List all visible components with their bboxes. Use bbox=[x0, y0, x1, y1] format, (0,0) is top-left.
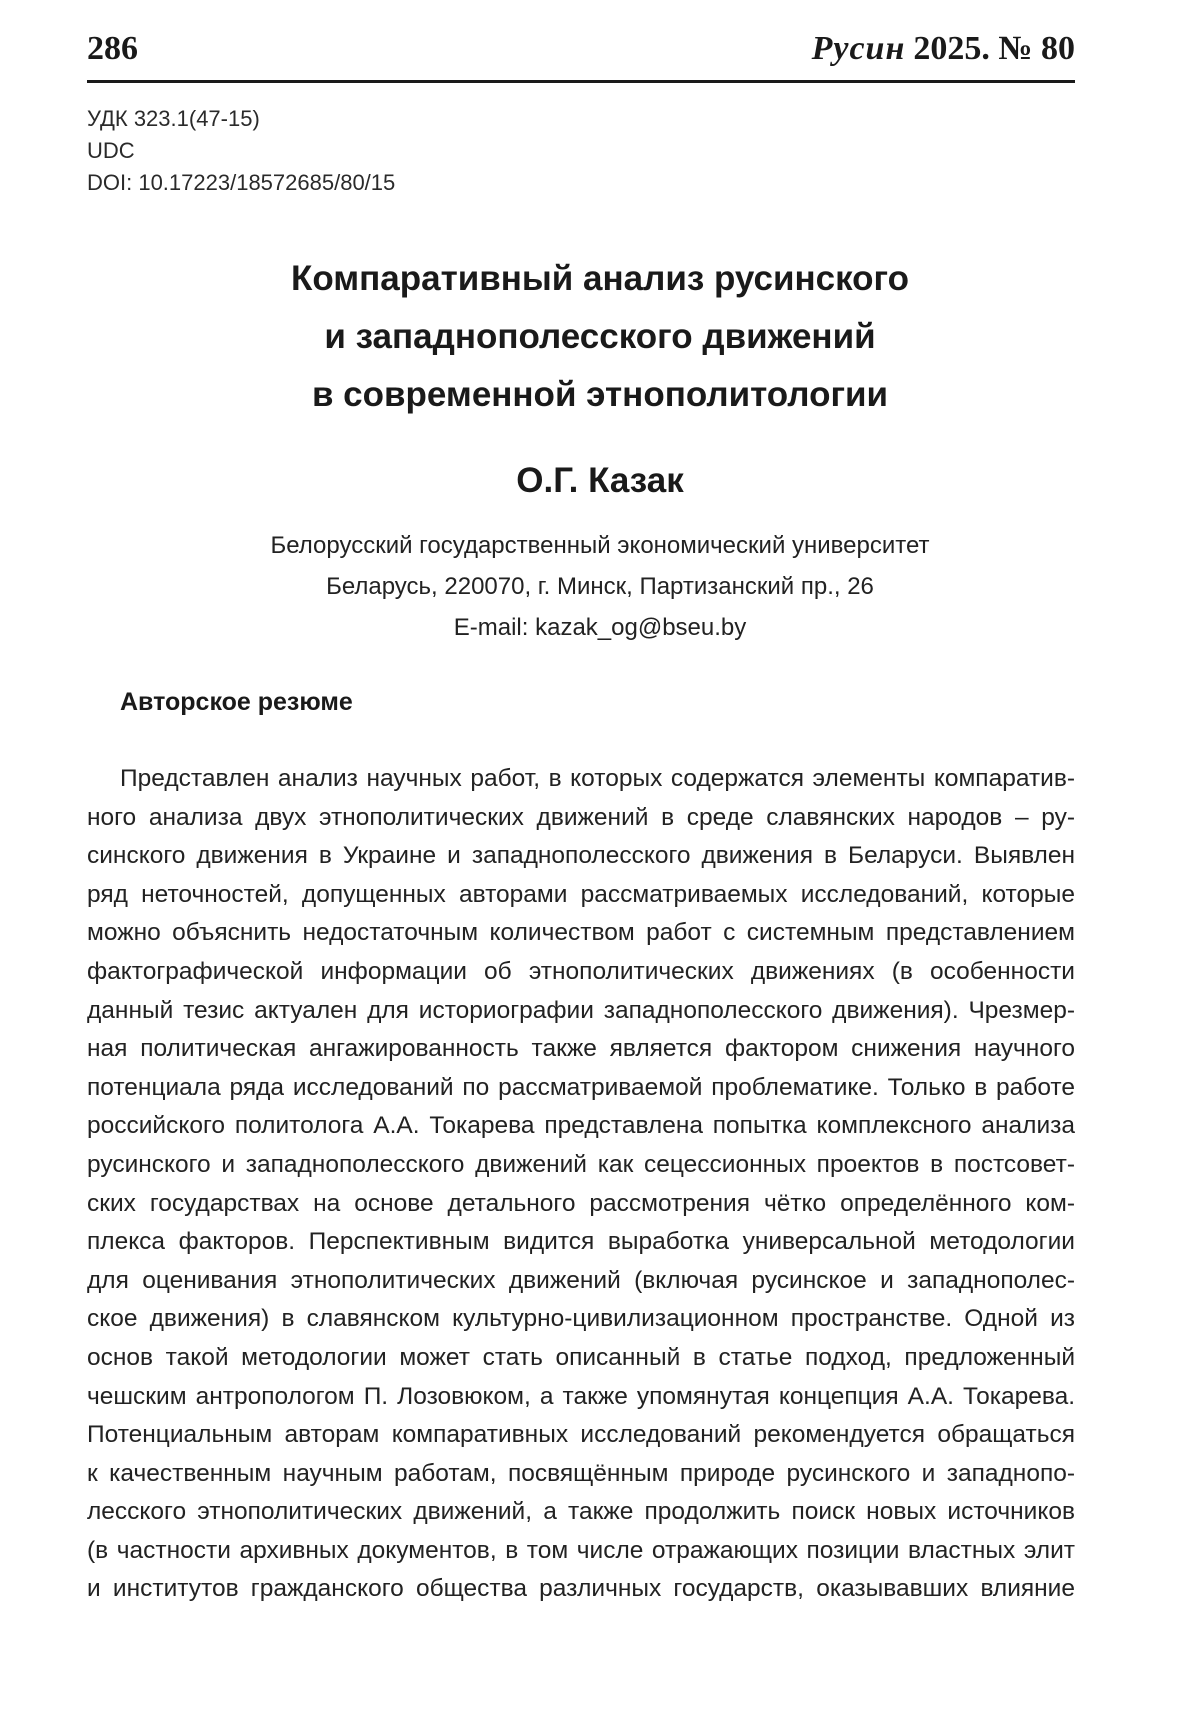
abstract-line: лесского этнополитических движений, а также продолжить поиск новых источников bbox=[87, 1498, 1075, 1526]
abstract-line: ного анализа двух этнополитических движений в среде славянских народов – ру- bbox=[87, 803, 1075, 831]
abstract-line: фактографической информации об этнополитических движениях (в особенности bbox=[87, 957, 1075, 985]
abstract-heading: Авторское резюме bbox=[120, 688, 353, 716]
abstract-line: чешским антропологом П. Лозовюком, а также упомянутая концепция А.А. Токарева. bbox=[87, 1382, 1075, 1410]
journal-issue: 2025. № 80 bbox=[913, 30, 1075, 67]
udk-code: УДК 323.1(47-15) bbox=[87, 106, 260, 131]
address: Беларусь, 220070, г. Минск, Партизанский пр., 26 bbox=[326, 573, 874, 600]
abstract-line: потенциала ряда исследований по рассматриваемой проблематике. Только в работе bbox=[87, 1073, 1075, 1101]
journal-title bbox=[812, 30, 1075, 68]
email: E-mail: kazak_og@bseu.by bbox=[453, 614, 747, 641]
abstract-line: Представлен анализ научных работ, в которых содержатся элементы компаратив- bbox=[120, 765, 1075, 792]
udc-code: UDC bbox=[87, 138, 135, 163]
title-line: и западнополесского движений bbox=[324, 317, 876, 356]
abstract-line: ряд неточностей, допущенных авторами рассматриваемых исследований, которые bbox=[87, 880, 1075, 908]
journal-name: Русин bbox=[811, 30, 906, 67]
abstract-line: ское движения) в славянском культурно-цивилизационном пространстве. Одной из bbox=[87, 1305, 1075, 1333]
abstract-line: ских государствах на основе детального рассмотрения чётко определённого ком- bbox=[87, 1189, 1075, 1217]
abstract-line: ная политическая ангажированность также является фактором снижения научного bbox=[87, 1035, 1075, 1063]
abstract-line: и институтов гражданского общества различных государств, оказывавших влияние bbox=[87, 1575, 1075, 1603]
abstract-line: русинского и западнополесского движений как сецессионных проектов в постсовет- bbox=[87, 1150, 1075, 1178]
title-line: в современной этнополитологии bbox=[311, 375, 889, 414]
abstract-line: для оценивания этнополитических движений (включая русинское и западнополес- bbox=[87, 1266, 1075, 1294]
abstract-line: к качественным научным работам, посвящённым природе русинского и западнопо- bbox=[87, 1459, 1075, 1487]
abstract-line: российского политолога А.А. Токарева представлена попытка комплексного анализа bbox=[87, 1112, 1075, 1140]
doi: DOI: 10.17223/18572685/80/15 bbox=[87, 170, 396, 195]
abstract-line: синского движения в Украине и западнополесского движения в Беларуси. Выявлен bbox=[87, 842, 1075, 870]
abstract-line: можно объяснить недостаточным количеством работ с системным представлением bbox=[87, 919, 1075, 947]
abstract-line: (в частности архивных документов, в том числе отражающих позиции властных элит bbox=[87, 1536, 1075, 1564]
abstract-line: данный тезис актуален для историографии западнополесского движения). Чрезмер- bbox=[87, 996, 1075, 1024]
institution: Белорусский государственный экономический университет bbox=[270, 532, 930, 559]
abstract-line: основ такой методологии может стать описанный в статье подход, предложенный bbox=[87, 1343, 1075, 1371]
article-title bbox=[120, 250, 1080, 424]
title-line: Компаративный анализ русинского bbox=[290, 259, 910, 298]
author-affiliation bbox=[0, 525, 1200, 648]
article-meta bbox=[87, 103, 395, 199]
abstract-line: плекса факторов. Перспективным видится выработка универсальной методологии bbox=[87, 1228, 1075, 1256]
running-header bbox=[87, 28, 1075, 83]
abstract-text bbox=[87, 760, 1075, 1609]
author-name: О.Г. Казак bbox=[516, 461, 684, 500]
page-number: 286 bbox=[87, 30, 138, 67]
abstract-line: Потенциальным авторам компаративных исследований рекомендуется обращаться bbox=[87, 1421, 1075, 1449]
